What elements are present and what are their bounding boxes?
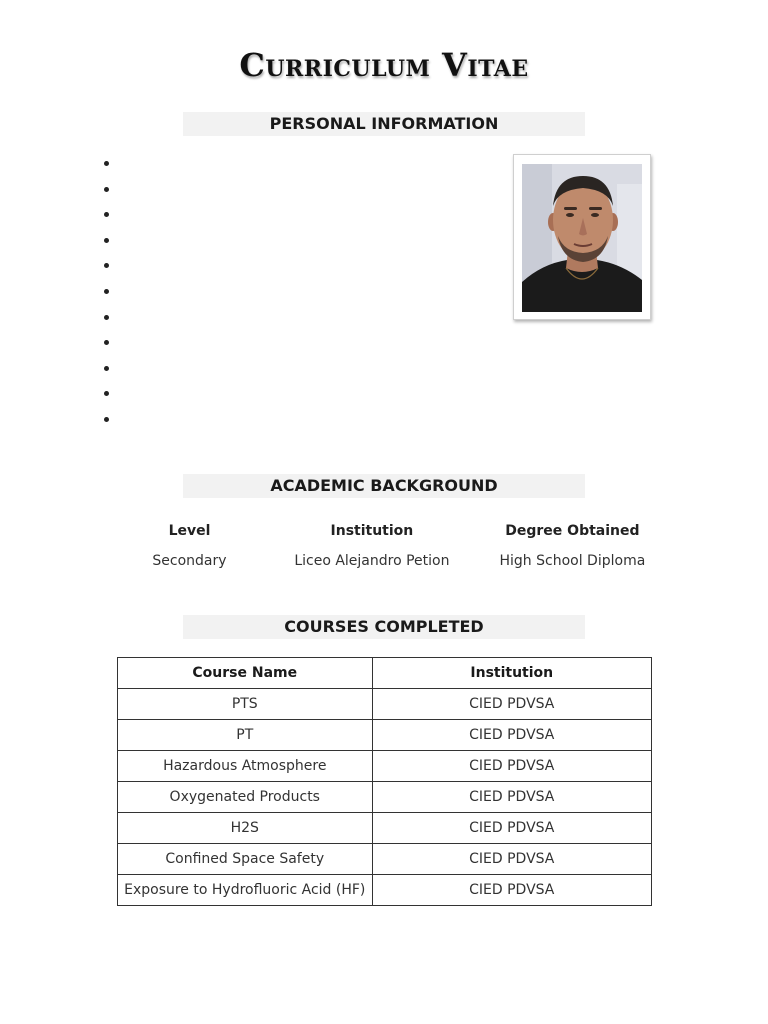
list-item <box>104 201 404 227</box>
profile-photo <box>513 154 651 320</box>
course-institution-cell: CIED PDVSA <box>372 720 651 751</box>
personal-info-list <box>104 150 404 432</box>
courses-header-row <box>118 658 652 689</box>
list-item <box>104 252 404 278</box>
course-name-cell: Oxygenated Products <box>118 782 373 813</box>
table-row <box>118 782 652 813</box>
course-institution-cell: CIED PDVSA <box>372 751 651 782</box>
list-item <box>104 304 404 330</box>
academic-col-degree: Degree Obtained <box>505 523 640 539</box>
list-item <box>104 227 404 253</box>
table-row <box>118 720 652 751</box>
table-row <box>118 813 652 844</box>
table-row <box>100 548 680 578</box>
academic-col-institution: Institution <box>330 523 414 539</box>
list-item <box>104 406 404 432</box>
courses-completed-header: COURSES COMPLETED <box>183 615 585 639</box>
column-header-course-name: Course Name <box>118 658 373 689</box>
academic-background-header: ACADEMIC BACKGROUND <box>183 474 585 498</box>
table-row <box>118 844 652 875</box>
course-institution-cell: CIED PDVSA <box>372 844 651 875</box>
list-item <box>104 278 404 304</box>
portrait-image <box>522 164 642 312</box>
course-name-cell: Exposure to Hydrofluoric Acid (HF) <box>118 875 373 906</box>
academic-col-level: Level <box>168 523 211 539</box>
academic-table <box>100 518 680 578</box>
academic-header-row <box>100 518 680 548</box>
academic-institution-value: Liceo Alejandro Petion <box>294 553 450 569</box>
list-item <box>104 355 404 381</box>
table-row <box>118 875 652 906</box>
list-item <box>104 329 404 355</box>
table-row <box>118 689 652 720</box>
academic-level-value: Secondary <box>152 553 227 569</box>
course-institution-cell: CIED PDVSA <box>372 875 651 906</box>
list-item <box>104 176 404 202</box>
course-name-cell: PTS <box>118 689 373 720</box>
list-item <box>104 380 404 406</box>
document-title: Curriculum Vitae <box>239 46 529 84</box>
personal-information-header: PERSONAL INFORMATION <box>183 112 585 136</box>
table-row <box>118 751 652 782</box>
courses-table <box>117 657 652 906</box>
course-name-cell: H2S <box>118 813 373 844</box>
course-institution-cell: CIED PDVSA <box>372 689 651 720</box>
course-institution-cell: CIED PDVSA <box>372 782 651 813</box>
course-name-cell: PT <box>118 720 373 751</box>
list-item <box>104 150 404 176</box>
academic-degree-value: High School Diploma <box>499 553 646 569</box>
course-name-cell: Hazardous Atmosphere <box>118 751 373 782</box>
course-name-cell: Confined Space Safety <box>118 844 373 875</box>
column-header-institution: Institution <box>372 658 651 689</box>
course-institution-cell: CIED PDVSA <box>372 813 651 844</box>
